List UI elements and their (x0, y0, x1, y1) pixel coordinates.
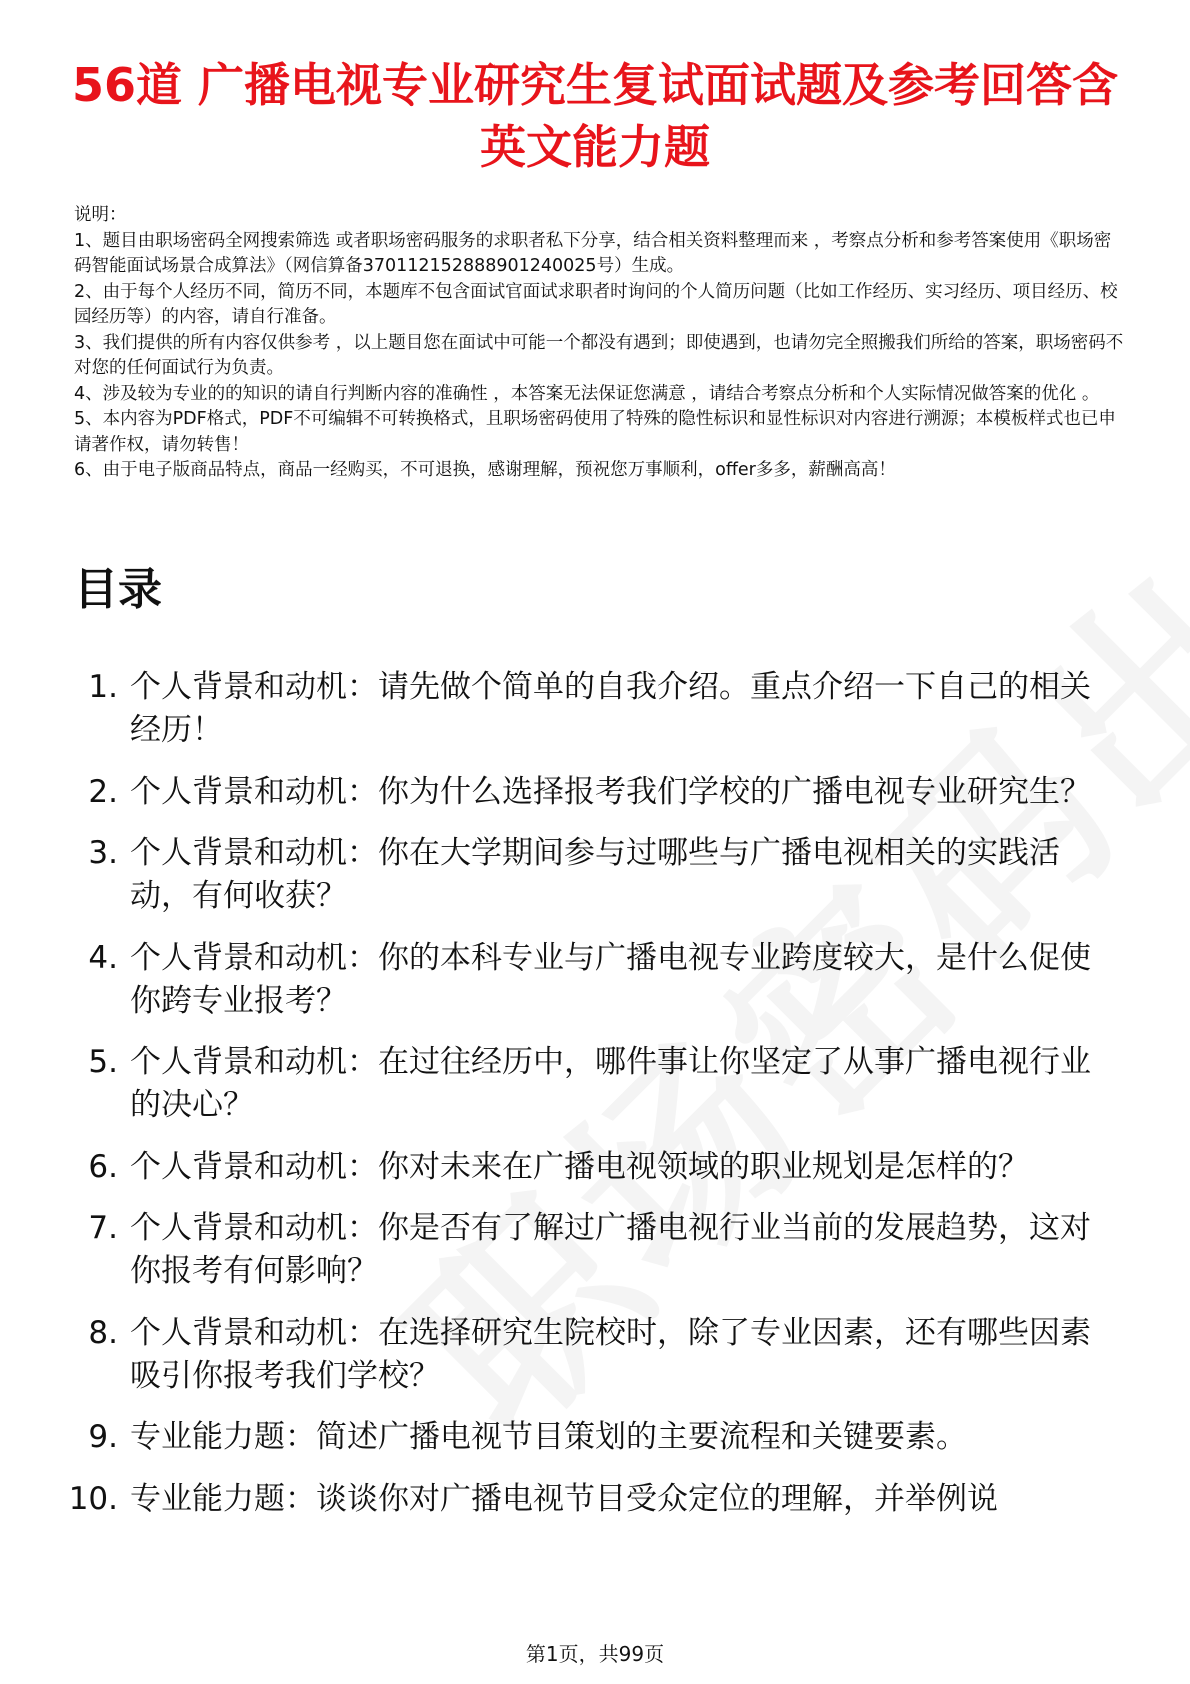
toc-item-number: 5. (88, 1044, 118, 1080)
toc-item-number: 10. (68, 1480, 118, 1517)
toc-item[interactable] (60, 1312, 1120, 1398)
toc-item[interactable] (60, 1146, 1120, 1189)
notes-line: 3、我们提供的所有内容仅供参考 ，以上题目您在面试中可能一个都没有遇到；即使遇到，也请勿完全照搬我们所给的答案，职场密码不对您的任何面试行为负责。 (74, 332, 1124, 378)
toc-item-text: 个人背景和动机：你为什么选择报考我们学校的广播电视专业研究生？ (130, 773, 1091, 810)
toc-item-number: 8. (88, 1314, 118, 1351)
toc-item-text: 专业能力题：简述广播电视节目策划的主要流程和关键要素。 (130, 1419, 967, 1455)
toc-item-number: 1. (88, 669, 118, 705)
toc-item-number: 3. (88, 835, 118, 871)
page-footer: 第1页，共99页 (525, 1642, 665, 1666)
notes-line: 说明： (74, 205, 127, 225)
notes-line: 1、题目由职场密码全网搜索筛选 或者职场密码服务的求职者私下分享，结合相关资料整理而来 ，考察点分析和参考答案使用《职场密码智能面试场景合成算法》（网信算备370112152888901240025号）生成。 (74, 230, 1112, 276)
toc-item-text: 个人背景和动机：在选择研究生院校时，除了专业因素，还有哪些因素吸引你报考我们学校？ (130, 1314, 1091, 1394)
toc-item-text: 个人背景和动机：你是否有了解过广播电视行业当前的发展趋势，这对你报考有何影响？ (130, 1210, 1091, 1289)
notes-line: 6、由于电子版商品特点，商品一经购买，不可退换，感谢理解，预祝您万事顺利，offer多多，薪酬高高！ (74, 460, 896, 480)
document-title: 56道 广播电视专业研究生复试面试题及参考回答含英文能力题 (71, 58, 1119, 174)
toc-item[interactable] (60, 1416, 1120, 1459)
toc-list (60, 666, 1120, 1539)
toc-item-text: 个人背景和动机：你在大学期间参与过哪些与广播电视相关的实践活动，有何收获？ (130, 835, 1060, 914)
toc-item-number: 6. (88, 1148, 118, 1185)
toc-item[interactable] (60, 1478, 1120, 1521)
notes-line: 4、涉及较为专业的的知识的请自行判断内容的准确性 ，本答案无法保证您满意 ，请结合考察点分析和个人实际情况做答案的优化 。 (74, 383, 1100, 404)
toc-item-number: 7. (88, 1210, 118, 1246)
toc-item-number: 4. (88, 939, 118, 976)
toc-heading: 目录 (74, 564, 162, 615)
toc-item-text: 专业能力题：谈谈你对广播电视节目受众定位的理解，并举例说 (130, 1480, 998, 1517)
toc-item[interactable] (60, 832, 1120, 918)
toc-item-text: 个人背景和动机：你对未来在广播电视领域的职业规划是怎样的？ (130, 1148, 1029, 1185)
toc-item-number: 2. (88, 773, 118, 810)
notes-line: 2、由于每个人经历不同，简历不同，本题库不包含面试官面试求职者时询问的个人简历问题（比如工作经历、实习经历、项目经历、校园经历等）的内容，请自行准备。 (74, 281, 1118, 327)
toc-item-number: 9. (88, 1419, 118, 1455)
toc-item[interactable] (60, 937, 1120, 1023)
toc-item[interactable] (60, 1041, 1120, 1127)
toc-item-text: 个人背景和动机：请先做个简单的自我介绍。重点介绍一下自己的相关经历！ (130, 669, 1091, 748)
notes-line: 5、本内容为PDF格式，PDF不可编辑不可转换格式，且职场密码使用了特殊的隐性标识和显性标识对内容进行溯源；本模板样式也已申请著作权，请勿转售！ (74, 409, 1116, 455)
toc-item[interactable] (60, 666, 1120, 752)
notes-section (74, 203, 1124, 484)
toc-item[interactable] (60, 1207, 1120, 1293)
toc-item-text: 个人背景和动机：你的本科专业与广播电视专业跨度较大，是什么促使你跨专业报考？ (130, 939, 1091, 1019)
toc-item-text: 个人背景和动机：在过往经历中，哪件事让你坚定了从事广播电视行业的决心？ (130, 1044, 1091, 1123)
toc-item[interactable] (60, 771, 1120, 814)
